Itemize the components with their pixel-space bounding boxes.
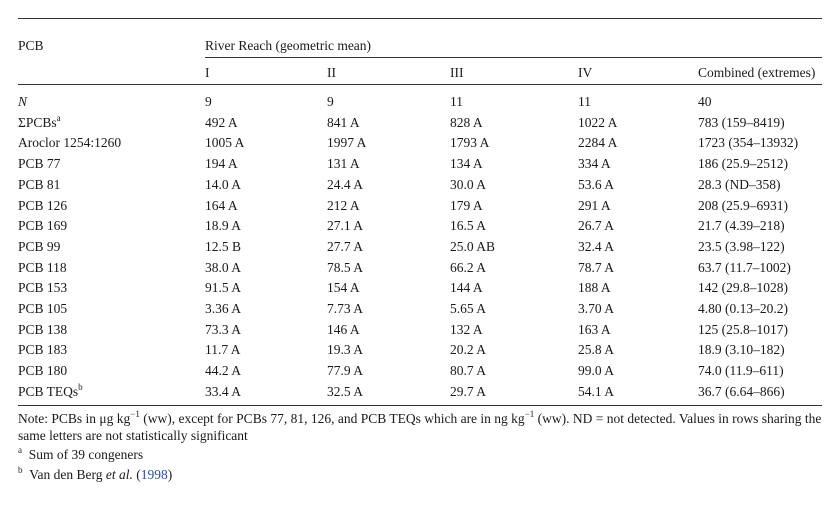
table-cell: 492 A — [205, 115, 238, 130]
table-cell: 208 (25.9–6931) — [698, 198, 788, 213]
table-cell: 163 A — [578, 322, 611, 337]
table-cell: 11 — [578, 94, 591, 109]
row-label: PCB 183 — [18, 342, 68, 357]
row-label: PCB 105 — [18, 301, 68, 316]
table-cell: 334 A — [578, 156, 611, 171]
header-reach-3: III — [450, 65, 464, 80]
header-reach-2: II — [327, 65, 336, 80]
table-cell: 32.5 A — [327, 384, 364, 399]
table-cell: 154 A — [327, 280, 360, 295]
row-label: ΣPCBs$^a$ — [18, 112, 61, 130]
table-cell: 212 A — [327, 198, 360, 213]
table-cell: 3.70 A — [578, 301, 615, 316]
table-cell: 783 (159–8419) — [698, 115, 785, 130]
table-cell: 40 — [698, 94, 712, 109]
table-cell: 828 A — [450, 115, 483, 130]
table-cell: 9 — [205, 94, 212, 109]
header-pcb: PCB — [18, 38, 44, 53]
table-cell: 1022 A — [578, 115, 618, 130]
table-cell: 38.0 A — [205, 260, 242, 275]
table-cell: 188 A — [578, 280, 611, 295]
row-label: PCB 99 — [18, 239, 61, 254]
header-reach-4: IV — [578, 65, 593, 80]
table-cell: 14.0 A — [205, 177, 242, 192]
table-cell: 5.65 A — [450, 301, 487, 316]
row-label: PCB 118 — [18, 260, 67, 275]
table-cell: 78.5 A — [327, 260, 364, 275]
table-cell: 125 (25.8–1017) — [698, 322, 788, 337]
table-cell: 99.0 A — [578, 363, 615, 378]
table-cell: 30.0 A — [450, 177, 487, 192]
table-note: Note: PCBs in μg $kg^{-1}$ (ww), except for PCBs 77, 81, 126, and PCB TEQs which are in ng $kg^{-1}$ (ww). ND = not detected. Values in rows sharing the same letters are not statistically significant — [18, 408, 822, 443]
table-cell: 19.3 A — [327, 342, 364, 357]
table-cell: 131 A — [327, 156, 360, 171]
footnote-a: $^a$ Sum of 39 congeners — [18, 444, 144, 462]
row-label: PCB 138 — [18, 322, 68, 337]
table-cell: 194 A — [205, 156, 238, 171]
table-cell: 12.5 B — [205, 239, 242, 254]
table-cell: 134 A — [450, 156, 483, 171]
table-cell: 24.4 A — [327, 177, 364, 192]
table-cell: 33.4 A — [205, 384, 242, 399]
table-cell: 32.4 A — [578, 239, 615, 254]
table-cell: 44.2 A — [205, 363, 242, 378]
row-label: PCB TEQs$^b$ — [18, 381, 83, 399]
row-label: PCB 81 — [18, 177, 61, 192]
header-reach-combined: Combined (extremes) — [698, 65, 816, 80]
table-cell: 26.7 A — [578, 218, 615, 233]
table-cell: 77.9 A — [327, 363, 364, 378]
table-cell: 54.1 A — [578, 384, 615, 399]
table-cell: 28.3 (ND–358) — [698, 177, 781, 192]
table-cell: 66.2 A — [450, 260, 487, 275]
table-cell: 3.36 A — [205, 301, 242, 316]
table-cell: 142 (29.8–1028) — [698, 280, 788, 295]
table-cell: 7.73 A — [327, 301, 364, 316]
group-rule — [205, 57, 822, 58]
top-rule — [18, 18, 822, 19]
header-reach-1: I — [205, 65, 210, 80]
table-cell: 164 A — [205, 198, 238, 213]
table-cell: 27.7 A — [327, 239, 364, 254]
table-cell: 74.0 (11.9–611) — [698, 363, 784, 378]
table-cell: 29.7 A — [450, 384, 487, 399]
header-group-title: River Reach (geometric mean) — [205, 38, 372, 53]
table-cell: 146 A — [327, 322, 360, 337]
table-cell: 179 A — [450, 198, 483, 213]
table-cell: 91.5 A — [205, 280, 242, 295]
table-cell: 144 A — [450, 280, 483, 295]
table-cell: 73.3 A — [205, 322, 242, 337]
row-label: N — [18, 94, 28, 109]
row-label: PCB 180 — [18, 363, 68, 378]
table-cell: 2284 A — [578, 135, 618, 150]
table-cell: 9 — [327, 94, 334, 109]
table-cell: 18.9 (3.10–182) — [698, 342, 785, 357]
table-cell: 23.5 (3.98–122) — [698, 239, 785, 254]
table-cell: 27.1 A — [327, 218, 364, 233]
table-cell: 11.7 A — [205, 342, 241, 357]
table-cell: 25.0 AB — [450, 239, 496, 254]
table-cell: 1005 A — [205, 135, 245, 150]
table-cell: 16.5 A — [450, 218, 487, 233]
row-label: PCB 77 — [18, 156, 61, 171]
table-cell: 18.9 A — [205, 218, 242, 233]
table-cell: 1793 A — [450, 135, 490, 150]
table-cell: 53.6 A — [578, 177, 615, 192]
reference-link[interactable]: 1998 — [140, 467, 168, 482]
table-cell: 132 A — [450, 322, 483, 337]
table-cell: 841 A — [327, 115, 360, 130]
table-cell: 1997 A — [327, 135, 367, 150]
table-cell: 36.7 (6.64–866) — [698, 384, 785, 399]
table-cell: 4.80 (0.13–20.2) — [698, 301, 788, 316]
row-label: PCB 126 — [18, 198, 68, 213]
row-label: Aroclor 1254:1260 — [18, 135, 122, 150]
table-cell: 20.2 A — [450, 342, 487, 357]
bottom-rule — [18, 405, 822, 406]
footnote-b: $^b$ Van den Berg et al. (1998) — [18, 464, 173, 482]
table-cell: 80.7 A — [450, 363, 487, 378]
table-cell: 25.8 A — [578, 342, 615, 357]
table-cell: 78.7 A — [578, 260, 615, 275]
table-cell: 11 — [450, 94, 463, 109]
table-cell: 186 (25.9–2512) — [698, 156, 788, 171]
row-label: PCB 153 — [18, 280, 68, 295]
header-rule — [18, 84, 822, 85]
table-cell: 1723 (354–13932) — [698, 135, 799, 150]
table-cell: 63.7 (11.7–1002) — [698, 260, 791, 275]
row-label: PCB 169 — [18, 218, 68, 233]
table-cell: 21.7 (4.39–218) — [698, 218, 785, 233]
table-cell: 291 A — [578, 198, 611, 213]
